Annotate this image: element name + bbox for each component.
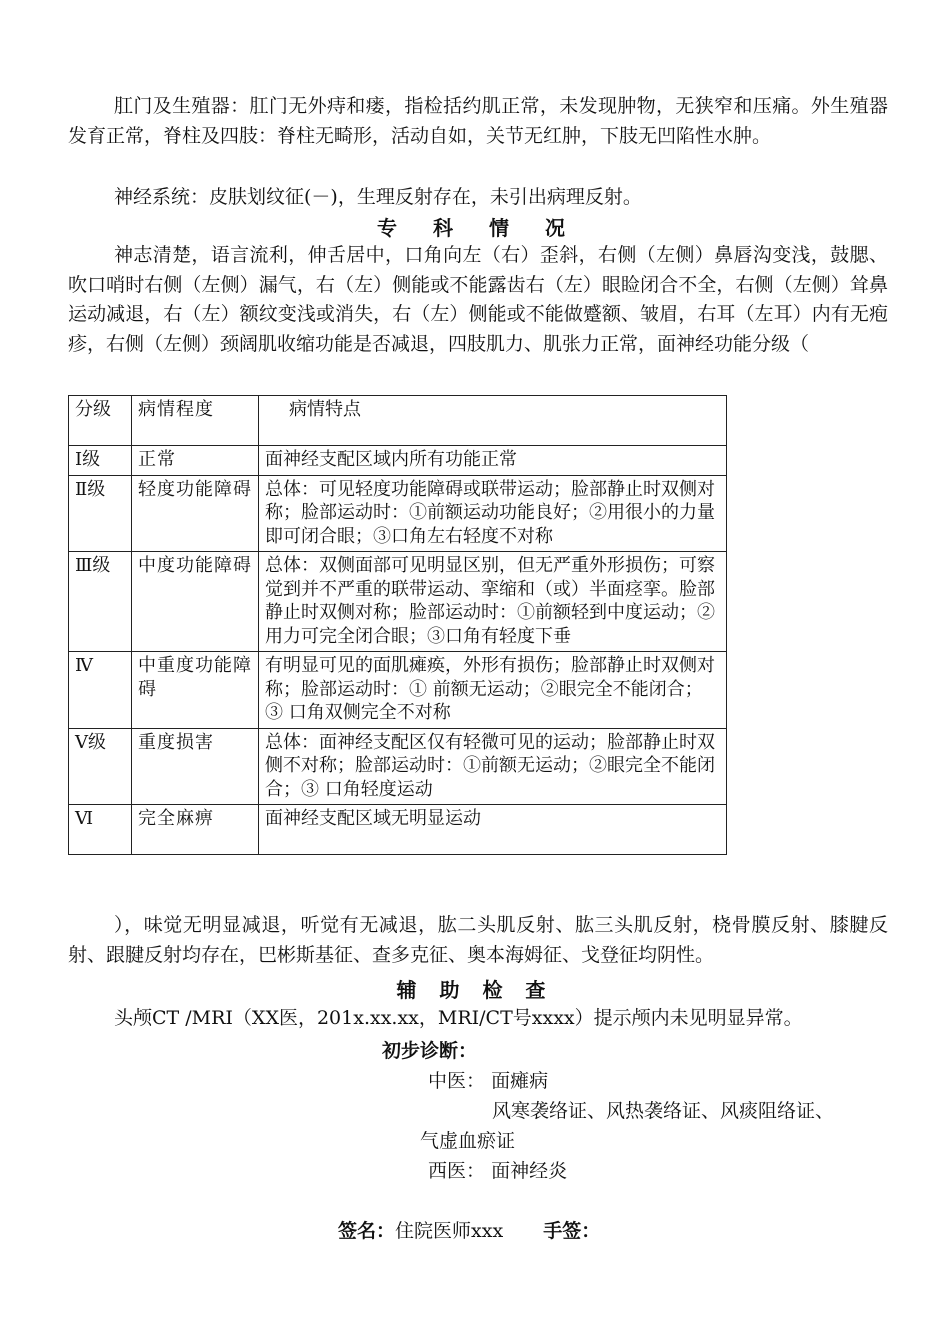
row-severity: 中度功能障碍 (132, 552, 259, 652)
handsign-label: 手签： (543, 1220, 601, 1242)
row-severity: 完全麻痹 (132, 805, 259, 855)
row-grade: Ⅲ级 (69, 552, 132, 652)
western-disease: 面神经炎 (491, 1160, 568, 1182)
tcm-label: 中医： (428, 1070, 486, 1092)
signature-line (338, 1216, 600, 1243)
tcm-disease: 面瘫病 (491, 1070, 549, 1092)
row-features: 总体：可见轻度功能障碍或联带运动；脸部静止时双侧对称；脸部运动时：①前额运动功能良好；②用很小的力量即可闭合眼；③口角左右轻度不对称 (259, 475, 727, 552)
row-features: 总体：双侧面部可见明显区别，但无严重外形损伤；可察觉到并不严重的联带运动、挛缩和（或）半面痉挛。脸部静止时双侧对称；脸部运动时：①前额轻到中度运动；②用力可完全闭合眼；③口角有轻度下垂 (259, 552, 727, 652)
header-grade: 分级 (69, 396, 132, 446)
specialty-continuation: ），味觉无明显减退，听觉有无减退，肱二头肌反射、肱三头肌反射，桡骨膜反射、膝腱反射、跟腱反射均存在，巴彬斯基征、查多克征、奥本海姆征、戈登征均阴性。 (68, 914, 888, 966)
table-header-row (69, 396, 727, 446)
tcm-syndromes-line1: 风寒袭络证、风热袭络证、风痰阻络证、 (492, 1100, 835, 1122)
western-diagnosis (428, 1156, 567, 1183)
header-severity: 病情程度 (132, 396, 259, 446)
auxiliary-text: 头颅CT /MRI（XX医，201x.xx.xx，MRI/CT号xxxx）提示颅内未见明显异常。 (114, 1007, 803, 1029)
nervous-system-exam: 神经系统：皮肤划纹征(－)，生理反射存在，未引出病理反射。 (114, 186, 642, 208)
row-grade: Ⅵ (69, 805, 132, 855)
row-grade: Ⅰ级 (69, 446, 132, 476)
row-features: 面神经支配区域内所有功能正常 (259, 446, 727, 476)
anal-genital-exam: 肛门及生殖器：肛门无外痔和瘘，指检括约肌正常，未发现肿物，无狭窄和压痛。外生殖器发育正常，脊柱及四肢：脊柱无畸形，活动自如，关节无红肿，下肢无凹陷性水肿。 (68, 95, 888, 147)
table-row (69, 475, 727, 552)
physician-name: 住院医师xxx (395, 1220, 504, 1242)
row-features: 总体：面神经支配区仅有轻微可见的运动；脸部静止时双侧不对称；脸部运动时：①前额无运动；②眼完全不能闭合；③ 口角轻度运动 (259, 728, 727, 805)
table-row (69, 805, 727, 855)
table-row (69, 552, 727, 652)
table-row (69, 652, 727, 729)
diagnosis-heading: 初步诊断： (382, 1040, 478, 1062)
table-row (69, 728, 727, 805)
row-severity: 中重度功能障碍 (132, 652, 259, 729)
row-features: 面神经支配区域无明显运动 (259, 805, 727, 855)
row-features: 有明显可见的面肌瘫痪，外形有损伤；脸部静止时双侧对称；脸部运动时：① 前额无运动；②眼完全不能闭合；③ 口角双侧完全不对称 (259, 652, 727, 729)
tcm-diagnosis (428, 1066, 548, 1093)
auxiliary-heading: 辅 助 检 查 (396, 978, 554, 1002)
header-features: 病情特点 (259, 396, 727, 446)
signature-label: 签名： (338, 1220, 396, 1242)
row-grade: Ⅱ级 (69, 475, 132, 552)
specialty-description: 神志清楚，语言流利，伸舌居中，口角向左（右）歪斜，右侧（左侧）鼻唇沟变浅，鼓腮、吹口哨时右侧（左侧）漏气，右（左）侧能或不能露齿右（左）眼睑闭合不全，右侧（左侧）耸鼻运动减退，右（左）额纹变浅或消失，右（左）侧能或不能做蹙额、皱眉，右耳（左耳）内有无疱疹，右侧（左侧）颈阔肌收缩功能是否减退，四肢肌力、肌张力正常，面神经功能分级（ (68, 244, 888, 355)
row-grade: Ⅴ级 (69, 728, 132, 805)
row-severity: 轻度功能障碍 (132, 475, 259, 552)
western-label: 西医： (428, 1160, 486, 1182)
table-row (69, 446, 727, 476)
row-grade: Ⅳ (69, 652, 132, 729)
specialty-heading: 专 科 情 况 (377, 216, 573, 240)
row-severity: 重度损害 (132, 728, 259, 805)
row-severity: 正常 (132, 446, 259, 476)
facial-nerve-grading-table (68, 395, 727, 855)
tcm-syndromes-line2: 气虚血瘀证 (420, 1130, 516, 1152)
